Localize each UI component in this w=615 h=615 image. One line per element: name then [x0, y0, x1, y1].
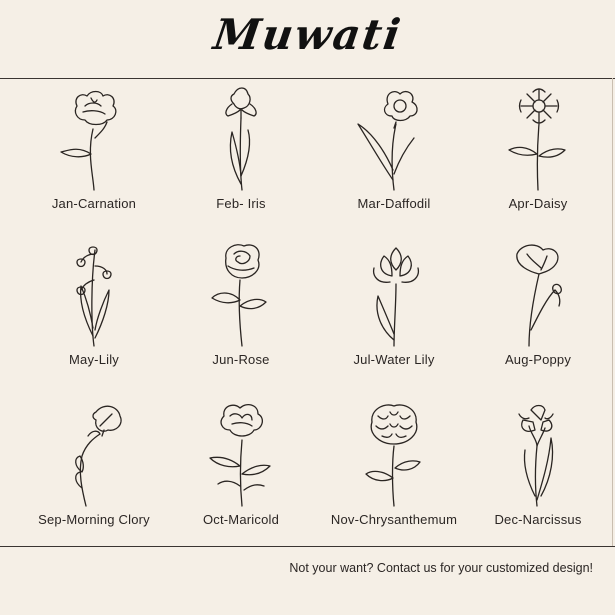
brand-header — [0, 4, 615, 70]
daffodil-icon — [344, 84, 444, 196]
marigold-icon — [196, 400, 286, 512]
birth-flower-grid — [0, 78, 615, 546]
lily-of-the-valley-icon — [49, 240, 139, 352]
flower-label: Aug-Poppy — [504, 352, 572, 367]
flower-label: May-Lily — [69, 352, 119, 367]
morning-glory-icon — [44, 400, 144, 512]
flower-label: Jun-Rose — [212, 352, 270, 367]
flower-label: Feb- Iris — [216, 196, 266, 211]
flower-label: Jan-Carnation — [51, 196, 137, 211]
flower-card-nov — [318, 400, 470, 527]
iris-icon — [196, 84, 286, 196]
bottom-divider — [0, 546, 615, 547]
narcissus-icon — [493, 400, 583, 512]
flower-card-dec — [462, 400, 614, 527]
rose-icon — [196, 240, 286, 352]
flower-card-feb — [165, 84, 317, 211]
flower-label: Jul-Water Lily — [353, 352, 435, 367]
flower-card-sep — [18, 400, 170, 527]
flower-label: Sep-Morning Clory — [38, 512, 150, 527]
flower-label: Nov-Chrysanthemum — [330, 512, 458, 527]
carnation-icon — [49, 84, 139, 196]
customization-note: Not your want? Contact us for your customized design! — [289, 561, 593, 575]
flower-card-aug — [462, 240, 614, 367]
flower-label: Dec-Narcissus — [494, 512, 582, 527]
flower-card-jun — [165, 240, 317, 367]
flower-label: Oct-Maricold — [202, 512, 280, 527]
flower-label: Apr-Daisy — [508, 196, 568, 211]
water-lily-icon — [344, 240, 444, 352]
flower-card-jan — [18, 84, 170, 211]
flower-card-mar — [318, 84, 470, 211]
brand-logo-text: Muwati — [210, 10, 405, 59]
flower-card-may — [18, 240, 170, 367]
poppy-icon — [493, 240, 583, 352]
chrysanthemum-icon — [344, 400, 444, 512]
flower-label: Mar-Daffodil — [357, 196, 431, 211]
flower-card-oct — [165, 400, 317, 527]
flower-card-jul — [318, 240, 470, 367]
flower-card-apr — [462, 84, 614, 211]
daisy-icon — [493, 84, 583, 196]
